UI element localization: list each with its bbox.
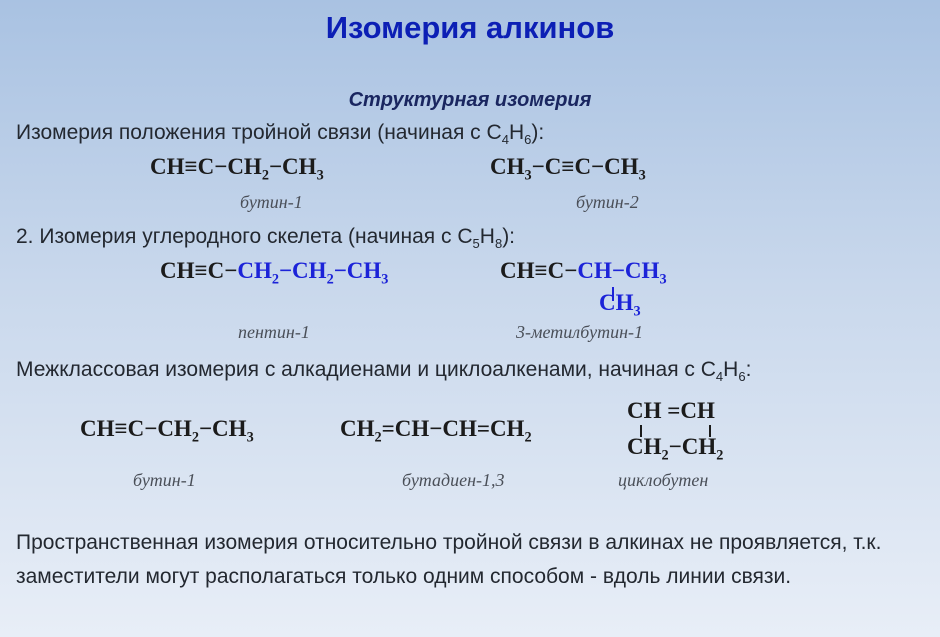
caption-butadiene: бутадиен-1,3 xyxy=(402,470,505,490)
section2-heading: 2. Изомерия углеродного скелета (начиная с $C_5H_8$): xyxy=(16,225,516,252)
formula-3-methylbutyne-1: $CH\equiv C-CH-CH_3$ xyxy=(500,258,667,288)
formula-butadiene: $CH_2=CH-CH=CH_2$ xyxy=(340,416,532,446)
slide-title: Изомерия алкинов xyxy=(325,10,615,45)
section3-heading: Межклассовая изомерия с алкадиенами и циклоалкенами, начиная с $C_4H_6$: xyxy=(16,358,752,385)
formula-butyne-2: $CH_3-C\equiv C-CH_3$ xyxy=(490,154,646,184)
formula-cyclobutene-bottom: $CH_2-CH_2$ xyxy=(627,434,724,464)
formula-butyne-1: $CH\equiv C-CH_2-CH_3$ xyxy=(150,154,324,184)
caption-cyclobutene: циклобутен xyxy=(618,470,709,490)
formula-methyl-branch: $CH_3$ xyxy=(599,290,641,320)
slide-subtitle: Структурная изомерия xyxy=(348,89,592,111)
caption-butyne-2: бутин-2 xyxy=(576,192,639,212)
caption-3-methylbutyne-1: 3-метилбутин-1 xyxy=(516,322,644,342)
formula-butyne-1-interclass: $CH\equiv C-CH_2-CH_3$ xyxy=(80,416,254,446)
formula-pentyne-1: $CH\equiv C-CH_2-CH_2-CH_3$ xyxy=(160,258,389,288)
stereo-isomerism-note: Пространственная изомерия относительно тройной связи в алкинах не проявляется, т.к. заместители могут располагаться только одним способом - вдоль линии связи. xyxy=(16,531,882,588)
formula-cyclobutene-top: CH =CH xyxy=(627,398,715,423)
caption-butyne-1: бутин-1 xyxy=(240,192,303,212)
section1-heading: Изомерия положения тройной связи (начиная с $C_4H_6$): xyxy=(16,121,545,148)
caption-butyne-1-interclass: бутин-1 xyxy=(133,470,196,490)
caption-pentyne-1: пентин-1 xyxy=(238,322,310,342)
